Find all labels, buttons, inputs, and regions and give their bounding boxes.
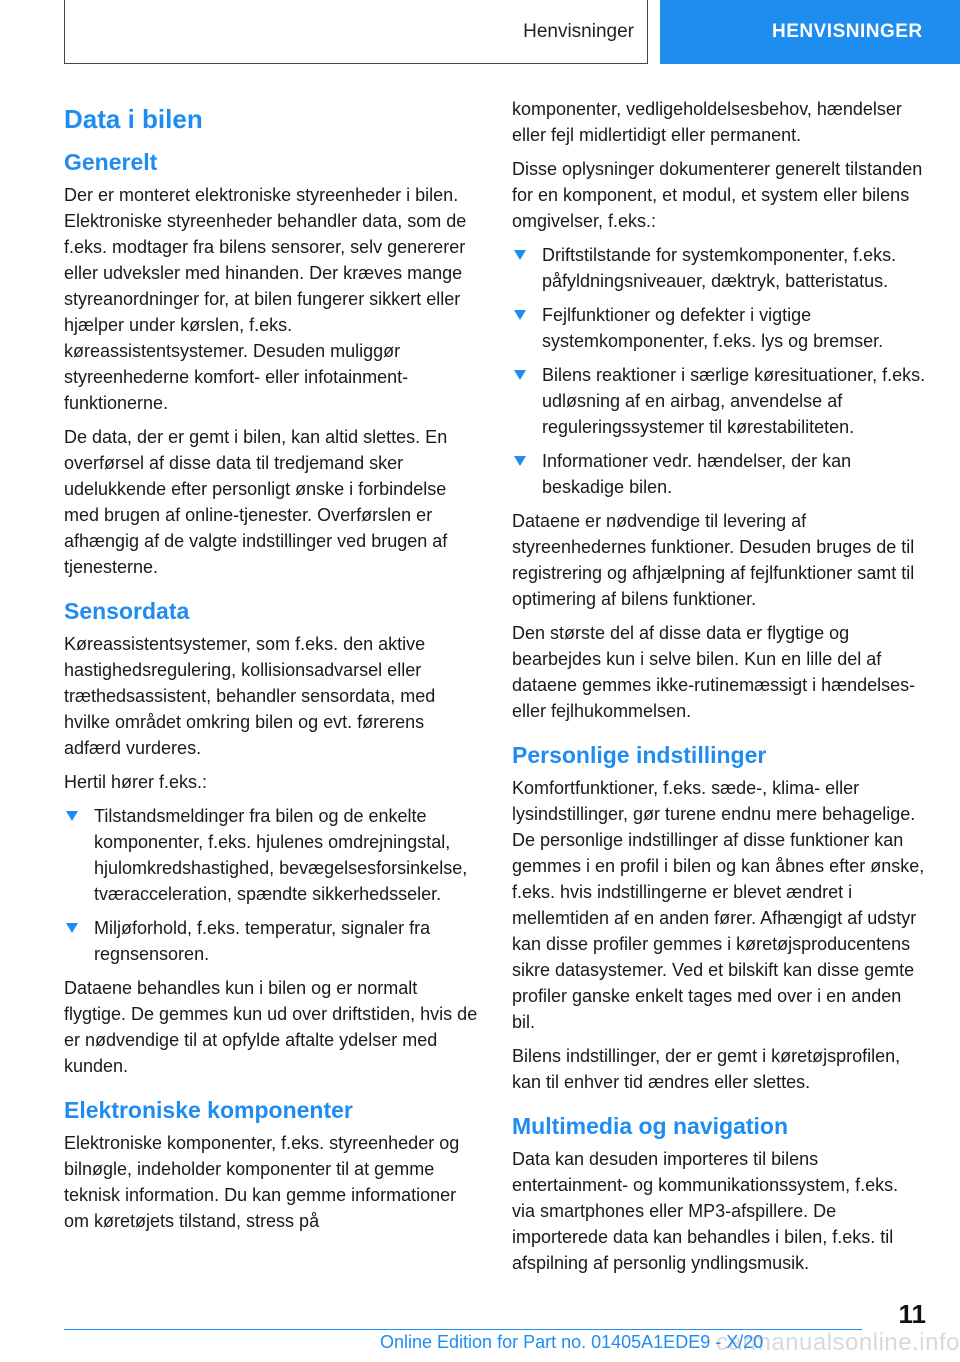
paragraph: Dataene behandles kun i bilen og er normalt flygtige. De gemmes kun ud over driftstiden, hvis de er nødvendige til at opfylde aftalte ydelser med kunden. — [64, 978, 478, 1076]
triangle-bullet-icon — [514, 370, 526, 380]
paragraph: De data, der er gemt i bilen, kan altid slettes. En overførsel af disse data til tredjemand sker udelukkende efter personligt ønske i forbindelse med brugen af online-tjenester. Overførslen er afhængig af de valgte indstillinger ved brugen af tjenesterne. — [64, 427, 448, 577]
heading-sensordata: Sensordata — [64, 598, 190, 624]
paragraph: Elektroniske komponenter, f.eks. styreenheder og bilnøgle, indeholder komponenter til at gemme teknisk information. Du kan gemme informationer om køretøjets tilstand, stress på — [64, 1133, 460, 1231]
list-item-text: Bilens reaktioner i særlige køresituationer, f.eks. udløsning af en airbag, anvendelse af reguleringssystemer til kørestabiliteten. — [542, 365, 926, 437]
triangle-bullet-icon — [66, 923, 78, 933]
triangle-bullet-icon — [66, 811, 78, 821]
footer-edition: Online Edition for Part no. 01405A1EDE9 - X/20 — [380, 1332, 764, 1352]
list-item-text: Fejlfunktioner og defekter i vigtige systemkomponenter, f.eks. lys og bremser. — [542, 305, 884, 351]
heading-personlige-indstillinger: Personlige indstillinger — [512, 742, 767, 768]
paragraph: Dataene er nødvendige til levering af styreenhedernes funktioner. Desuden bruges de til registrering og afhjælpning af fejlfunktioner samt til optimering af bilens funktioner. — [512, 511, 915, 609]
list-item — [64, 915, 478, 967]
list-item-text: Tilstandsmeldinger fra bilen og de enkelte komponenter, f.eks. hjulenes omdrejningstal, hjulomkredshastighed, bevægelsesforsinkelse, tværacceleration, spændte sikkerhedsseler. — [94, 806, 468, 904]
list-item — [512, 302, 926, 354]
paragraph: Køreassistentsystemer, som f.eks. den aktive hastighedsregulering, kollisionsadvarsel eller træthedsassistent, behandler sensordata, med hvilke området omkring bilen og evt. førerens adfærd vurderes. — [64, 634, 436, 758]
page-number: 11 — [898, 1299, 926, 1329]
list-item — [512, 242, 926, 294]
bullet-list — [64, 803, 478, 967]
list-item-text: Informationer vedr. hændelser, der kan beskadige bilen. — [542, 451, 852, 497]
list-item — [512, 362, 926, 440]
heading-elektroniske-komponenter: Elektroniske komponenter — [64, 1097, 353, 1123]
paragraph: Komfortfunktioner, f.eks. sæde-, klima- eller lysindstillinger, gør turene endnu mere behagelige. De personlige indstillinger af disse funktioner kan gemmes i en profil i bilen og kan åbnes efter ønske, f.eks. hvis indstillingerne er blevet ændret i mellemtiden af en anden fører. Afhængigt af udstyr kan disse profiler gemmes i køretøjsproducentens sikre datasystemer. Ved et bilskift kan disse gemte profiler ganske enkelt tages med over i en anden bil. — [512, 778, 925, 1032]
heading-generelt: Generelt — [64, 149, 158, 175]
paragraph: Hertil hører f.eks.: — [64, 772, 208, 792]
triangle-bullet-icon — [514, 310, 526, 320]
right-column — [512, 96, 926, 1284]
paragraph: Bilens indstillinger, der er gemt i køretøjsprofilen, kan til enhver tid ændres eller slettes. — [512, 1046, 901, 1092]
bullet-list — [512, 242, 926, 500]
triangle-bullet-icon — [514, 250, 526, 260]
list-item — [512, 448, 926, 500]
paragraph: Den største del af disse data er flygtige og bearbejdes kun i selve bilen. Kun en lille del af dataene gemmes ikke-rutinemæssigt i hændelses- eller fejlhukommelsen. — [512, 623, 916, 721]
header-section-title: Henvisninger — [523, 21, 634, 42]
paragraph: Der er monteret elektroniske styreenheder i bilen. Elektroniske styreenheder behandler data, som de f.eks. modtager fra bilens sensorer, selv genererer eller udveksler med hinanden. Der kræves mange styreanordninger for, at bilen fungerer sikkert eller hjælper under kørslen, f.eks. køreassistentsystemer. Desuden muliggør styreenhederne komfort- eller infotainment-funktionerne. — [64, 185, 467, 413]
header-chapter-tab: HENVISNINGER — [660, 0, 960, 64]
list-item-text: Driftstilstande for systemkomponenter, f.eks. påfyldningsniveauer, dæktryk, batteristatus. — [542, 245, 897, 291]
left-column — [64, 96, 478, 1242]
list-item-text: Miljøforhold, f.eks. temperatur, signaler fra regnsensoren. — [94, 918, 431, 964]
paragraph: komponenter, vedligeholdelsesbehov, hændelser eller fejl midlertidigt eller permanent. — [512, 99, 902, 145]
page-title: Data i bilen — [64, 104, 203, 134]
triangle-bullet-icon — [514, 456, 526, 466]
list-item — [64, 803, 478, 907]
paragraph: Disse oplysninger dokumenterer generelt tilstanden for en komponent, et modul, et system eller bilens omgivelser, f.eks.: — [512, 159, 923, 231]
paragraph: Data kan desuden importeres til bilens entertainment- og kommunikationssystem, f.eks. via smartphones eller MP3-afspillere. De importerede data kan behandles i bilen, f.eks. til afspilning af personlig yndlingsmusik. — [512, 1149, 899, 1273]
watermark: carmanualsonline.info — [716, 1329, 960, 1356]
heading-multimedia-navigation: Multimedia og navigation — [512, 1113, 789, 1139]
